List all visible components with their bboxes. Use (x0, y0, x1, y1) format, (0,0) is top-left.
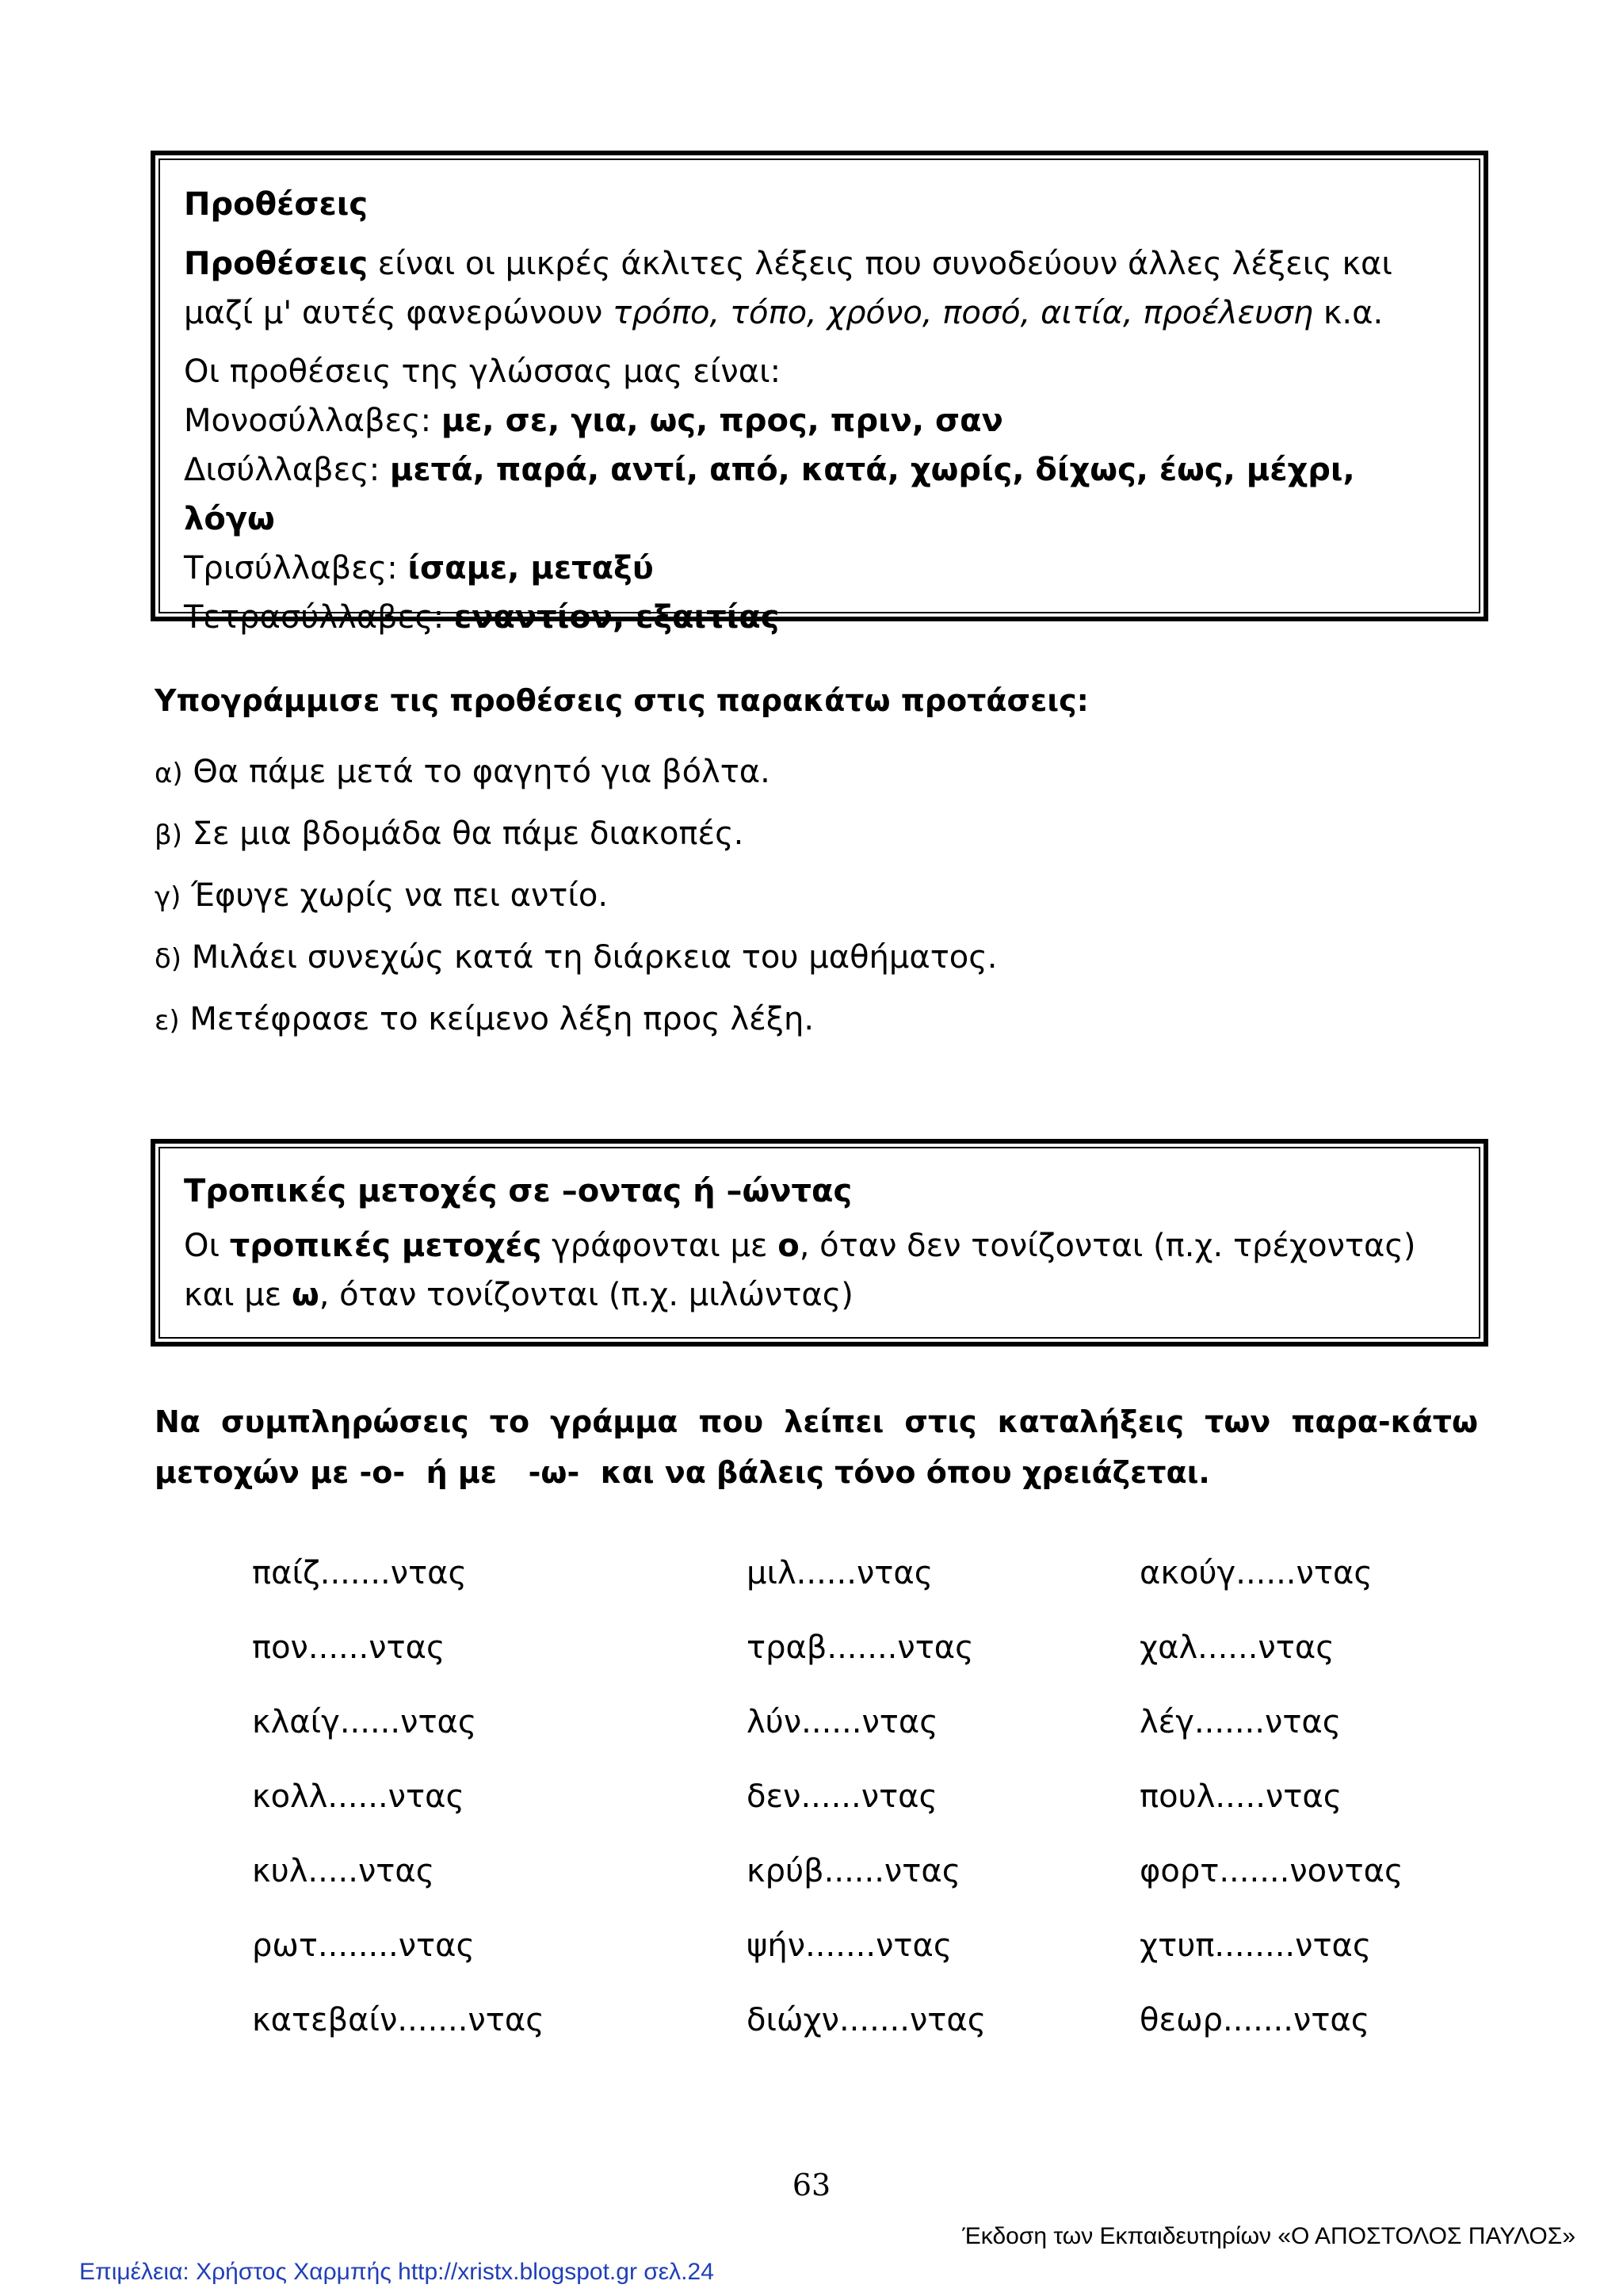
sentence-label: γ) (155, 881, 181, 913)
grid-row (252, 1698, 1441, 1773)
sentence-label: ε) (155, 1005, 180, 1037)
fill-blank-word: λέγ.......ντας (1140, 1704, 1342, 1740)
fill-blank-word: παίζ.......ντας (252, 1555, 468, 1591)
grid-row (252, 1847, 1441, 1922)
definition-text-2: κ.α. (1313, 295, 1384, 331)
page-number: 63 (792, 2168, 831, 2202)
prepositions-intro: Οι προθέσεις της γλώσσας μας είναι: (184, 353, 781, 390)
definition-bold-term: Προθέσεις (184, 246, 369, 282)
fill-blank-word: φορτ.......νοντας (1140, 1853, 1403, 1889)
syllable-words: μετά, παρά, αντί, από, κατά, χωρίς, δίχως, έως, μέχρι, λόγω (184, 452, 1355, 537)
sentence-item (155, 865, 1423, 927)
rule-text: , όταν τονίζονται (π.χ. μιλώντας) (319, 1277, 854, 1313)
fill-blank-word: δεν......ντας (747, 1778, 938, 1815)
fill-blank-word: κλαίγ......ντας (252, 1704, 477, 1740)
publisher-note: Έκδοση των Εκπαιδευτηρίων «Ο ΑΠΟΣΤΟΛΟΣ ΠΑΥΛΟΣ» (962, 2223, 1575, 2249)
fill-blank-word: θεωρ.......ντας (1140, 2002, 1370, 2038)
rule-bold-term: τροπικές μετοχές (229, 1228, 542, 1264)
fill-blank-word: χτυπ........ντας (1140, 1927, 1372, 1964)
syllable-words: εναντίον, εξαιτίας (453, 599, 780, 636)
fill-blank-word: λύν......ντας (747, 1704, 938, 1740)
rule-bold-letter-omega: ω (291, 1277, 319, 1313)
syllable-line (184, 544, 1455, 593)
syllable-words: ίσαμε, μεταξύ (407, 550, 654, 586)
syllable-line (184, 396, 1455, 445)
credit-link[interactable]: Επιμέλεια: Χρήστος Χαρμπής http://xristx.blogspot.gr σελ.24 (79, 2259, 714, 2285)
participle-exercise-grid (252, 1549, 1441, 2071)
sentence-item (155, 742, 1423, 804)
grid-row (252, 1624, 1441, 1698)
task-fill-heading-line-2: μετοχών με -ο- ή με -ω- και να βάλεις τόνο όπου χρειάζεται. (155, 1455, 1210, 1490)
participles-title: Τροπικές μετοχές σε –οντας ή –ώντας (184, 1173, 853, 1209)
sentence-item (155, 804, 1423, 865)
syllable-label: Δισύλλαβες: (184, 452, 390, 488)
definition-text-1: είναι οι μικρές άκλιτες λέξεις που συνοδεύουν άλλες λέξεις και μαζί μ' αυτές φανερώνουν (184, 246, 1392, 331)
grid-row (252, 1922, 1441, 1996)
syllable-label: Τρισύλλαβες: (184, 550, 408, 586)
prepositions-box (151, 151, 1488, 636)
sentence-text: Μιλάει συνεχώς κατά τη διάρκεια του μαθήματος. (181, 939, 998, 976)
fill-blank-word: τραβ.......ντας (747, 1629, 974, 1666)
participles-box (151, 1139, 1488, 1347)
syllable-line (184, 593, 1455, 642)
sentence-text: Θα πάμε μετά το φαγητό για βόλτα. (182, 754, 770, 790)
fill-blank-word: μιλ......ντας (747, 1555, 934, 1591)
rule-text: , όταν δεν τονίζονται (π.χ. τρέχοντας) και με (184, 1228, 1416, 1313)
fill-blank-word: κατεβαίν.......ντας (252, 2002, 544, 2038)
syllable-label: Τετρασύλλαβες: (184, 599, 454, 636)
fill-blank-word: διώχν.......ντας (747, 2002, 987, 2038)
definition-italic-meanings: τρόπο, τόπο, χρόνο, ποσό, αιτία, προέλευση (613, 295, 1314, 331)
sentence-text: Σε μια βδομάδα θα πάμε διακοπές. (181, 816, 744, 852)
fill-blank-word: κυλ.....ντας (252, 1853, 435, 1889)
syllable-words: με, σε, για, ως, προς, πριν, σαν (441, 403, 1003, 439)
fill-blank-word: χαλ......ντας (1140, 1629, 1335, 1666)
participles-rule (184, 1221, 1455, 1320)
rule-text: Οι (184, 1228, 230, 1264)
sentence-item (155, 927, 1423, 989)
fill-blank-word: κρύβ......ντας (747, 1853, 961, 1889)
fill-blank-word: ακούγ......ντας (1140, 1555, 1373, 1591)
sentence-label: α) (155, 758, 183, 789)
grid-row (252, 1549, 1441, 1624)
prepositions-box-inner (158, 159, 1480, 636)
prepositions-definition (184, 239, 1455, 338)
sentence-text: Μετέφρασε το κείμενο λέξη προς λέξη. (179, 1001, 815, 1037)
grid-row (252, 1773, 1441, 1847)
rule-bold-letter-o: ο (777, 1228, 800, 1264)
prepositions-title: Προθέσεις (184, 186, 369, 223)
participles-box-inner (158, 1147, 1480, 1339)
fill-blank-word: πουλ.....ντας (1140, 1778, 1342, 1815)
sentence-label: β) (155, 819, 182, 851)
rule-text: γράφονται με (541, 1228, 778, 1264)
sentence-list (155, 742, 1423, 1051)
task-fill-heading-line-1: Να συμπληρώσεις το γράμμα που λείπει στις καταλήξεις των παρα-κάτω (155, 1404, 1478, 1439)
syllable-label: Μονοσύλλαβες: (184, 403, 441, 439)
fill-blank-word: ψήν.......ντας (747, 1927, 953, 1964)
fill-blank-word: πον......ντας (252, 1629, 445, 1666)
fill-blank-word: ρωτ........ντας (252, 1927, 475, 1964)
grid-row (252, 1996, 1441, 2071)
task-underline-heading: Υπογράμμισε τις προθέσεις στις παρακάτω προτάσεις: (155, 683, 1089, 718)
sentence-item (155, 989, 1423, 1051)
fill-blank-word: κολλ......ντας (252, 1778, 464, 1815)
syllable-line (184, 445, 1455, 544)
sentence-label: δ) (155, 943, 182, 975)
sentence-text: Έφυγε χωρίς να πει αντίο. (181, 877, 609, 914)
